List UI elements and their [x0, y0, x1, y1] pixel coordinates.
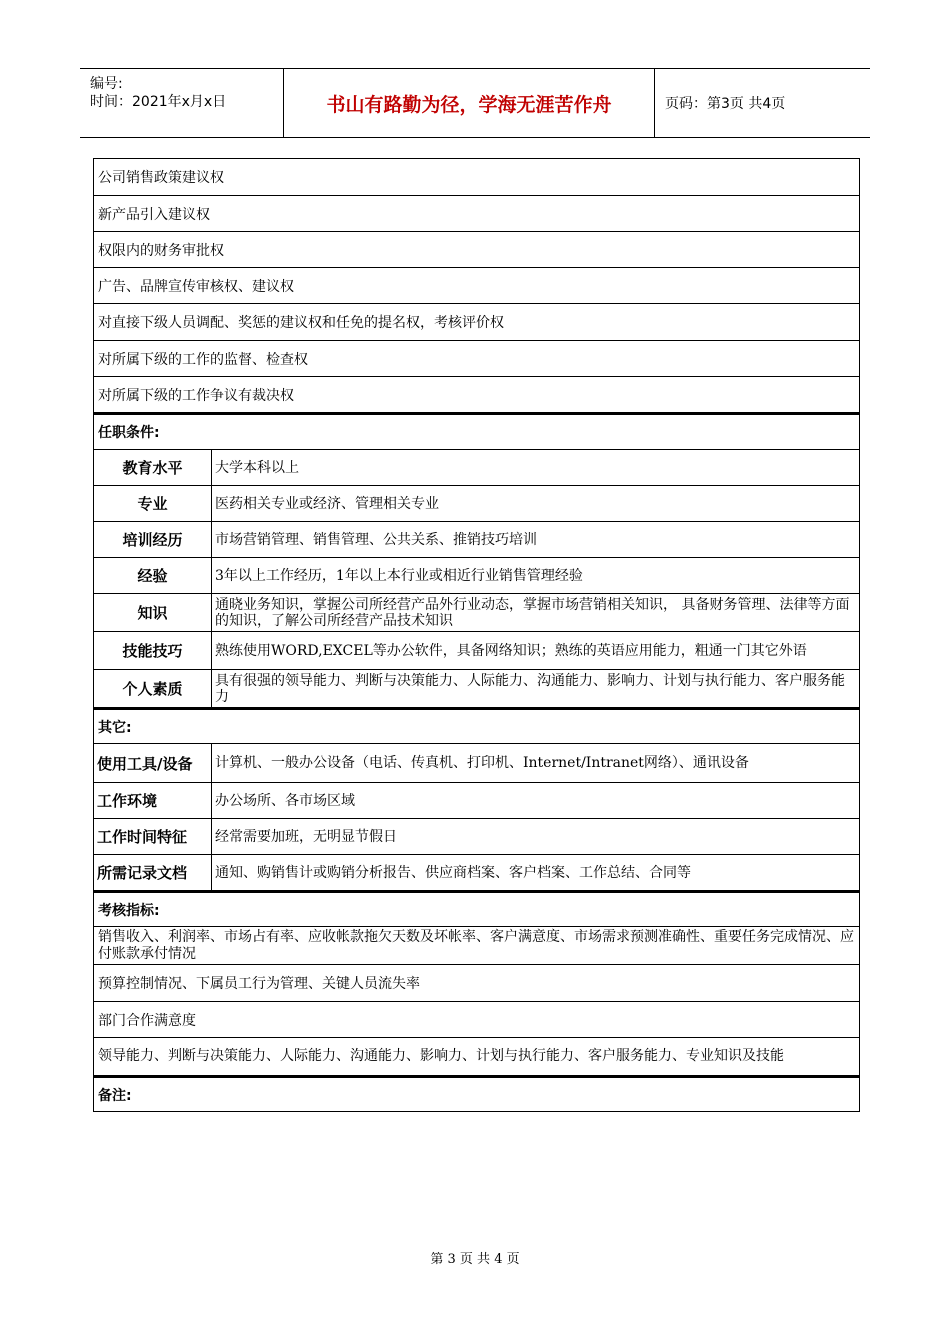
- qualification-row: [94, 632, 859, 670]
- field-value: 通知、购销售计或购销分析报告、供应商档案、客户档案、工作总结、合同等: [215, 864, 691, 881]
- header-motto-cell: [284, 69, 655, 137]
- doc-time-label: 时间：2021年x月x日: [90, 94, 227, 110]
- field-value: 经常需要加班，无明显节假日: [215, 828, 397, 845]
- doc-number-label: 编号:: [90, 76, 123, 92]
- page-footer: 第 3 页 共 4 页: [430, 1252, 520, 1267]
- kpi-row: [94, 965, 859, 1002]
- field-label: 工作时间特征: [94, 819, 212, 854]
- rights-text: 对所属下级的工作争议有裁决权: [98, 387, 294, 404]
- rights-row: [94, 232, 859, 268]
- other-row: [94, 744, 859, 783]
- field-label: 知识: [94, 594, 212, 631]
- section-title: 任职条件:: [98, 425, 160, 441]
- motto-text: 书山有路勤为径，学海无涯苦作舟: [326, 93, 612, 116]
- field-label: 经验: [94, 558, 212, 593]
- rights-text: 新产品引入建议权: [98, 206, 210, 223]
- other-row: [94, 783, 859, 819]
- field-value: 通晓业务知识，掌握公司所经营产品外行业动态，掌握市场营销相关知识， 具备财务管理、法律等方面的知识，了解公司所经营产品技术知识: [215, 596, 850, 629]
- qualification-row: [94, 594, 859, 632]
- kpi-row: [94, 1038, 859, 1076]
- rights-row: [94, 159, 859, 196]
- section-title: 备注:: [98, 1087, 132, 1104]
- other-section-header: [94, 708, 859, 744]
- remarks-section-header: [94, 1076, 859, 1112]
- kpi-row: [94, 1002, 859, 1038]
- kpi-section-header: [94, 891, 859, 927]
- other-row: [94, 819, 859, 855]
- kpi-row: [94, 927, 859, 965]
- header-meta-cell: [80, 69, 284, 137]
- header-pager-cell: [655, 69, 870, 137]
- field-label: 技能技巧: [94, 632, 212, 669]
- rights-text: 公司销售政策建议权: [98, 170, 224, 186]
- field-label: 使用工具/设备: [94, 744, 212, 782]
- rights-text: 对直接下级人员调配、奖惩的建议权和任免的提名权，考核评价权: [98, 315, 504, 331]
- qualification-row: [94, 522, 859, 558]
- other-row: [94, 855, 859, 891]
- kpi-text: 部门合作满意度: [98, 1012, 196, 1029]
- kpi-text: 领导能力、判断与决策能力、人际能力、沟通能力、影响力、计划与执行能力、客户服务能力、专业知识及技能: [98, 1048, 784, 1064]
- field-label: 培训经历: [94, 522, 212, 557]
- qualification-row: [94, 670, 859, 708]
- field-value: 医药相关专业或经济、管理相关专业: [215, 495, 439, 512]
- job-description-table: [93, 158, 860, 1112]
- rights-text: 权限内的财务审批权: [98, 242, 224, 259]
- qualification-row: [94, 486, 859, 522]
- page-counter: 页码：第3页 共4页: [665, 96, 786, 112]
- kpi-text: 预算控制情况、下属员工行为管理、关键人员流失率: [98, 976, 420, 992]
- page-header: [80, 68, 870, 138]
- field-value: 具有很强的领导能力、判断与决策能力、人际能力、沟通能力、影响力、计划与执行能力、客户服务能力: [215, 672, 845, 705]
- rights-row: [94, 196, 859, 232]
- field-label: 工作环境: [94, 783, 212, 818]
- qualifications-section-header: [94, 413, 859, 450]
- rights-text: 对所属下级的工作的监督、检查权: [98, 351, 308, 368]
- field-label: 个人素质: [94, 670, 212, 707]
- section-title: 考核指标:: [98, 902, 160, 919]
- qualification-row: [94, 450, 859, 486]
- field-label: 所需记录文档: [94, 855, 212, 890]
- field-value: 3年以上工作经历，1年以上本行业或相近行业销售管理经验: [215, 567, 583, 584]
- rights-text: 广告、品牌宣传审核权、建议权: [98, 278, 294, 295]
- rights-row: [94, 377, 859, 413]
- rights-row: [94, 304, 859, 341]
- field-value: 大学本科以上: [215, 459, 299, 476]
- field-label: 专业: [94, 486, 212, 521]
- rights-row: [94, 341, 859, 377]
- field-value: 熟练使用WORD,EXCEL等办公软件，具备网络知识；熟练的英语应用能力，粗通一门其它外语: [215, 642, 807, 659]
- section-title: 其它:: [98, 719, 132, 736]
- qualification-row: [94, 558, 859, 594]
- field-label: 教育水平: [94, 450, 212, 485]
- field-value: 计算机、一般办公设备（电话、传真机、打印机、Internet/Intranet网络）、通讯设备: [215, 755, 749, 771]
- field-value: 办公场所、各市场区域: [215, 792, 355, 809]
- kpi-text: 销售收入、利润率、市场占有率、应收帐款拖欠天数及坏帐率、客户满意度、市场需求预测准确性、重要任务完成情况、应付账款承付情况: [98, 928, 854, 962]
- field-value: 市场营销管理、销售管理、公共关系、推销技巧培训: [215, 531, 537, 548]
- rights-row: [94, 268, 859, 304]
